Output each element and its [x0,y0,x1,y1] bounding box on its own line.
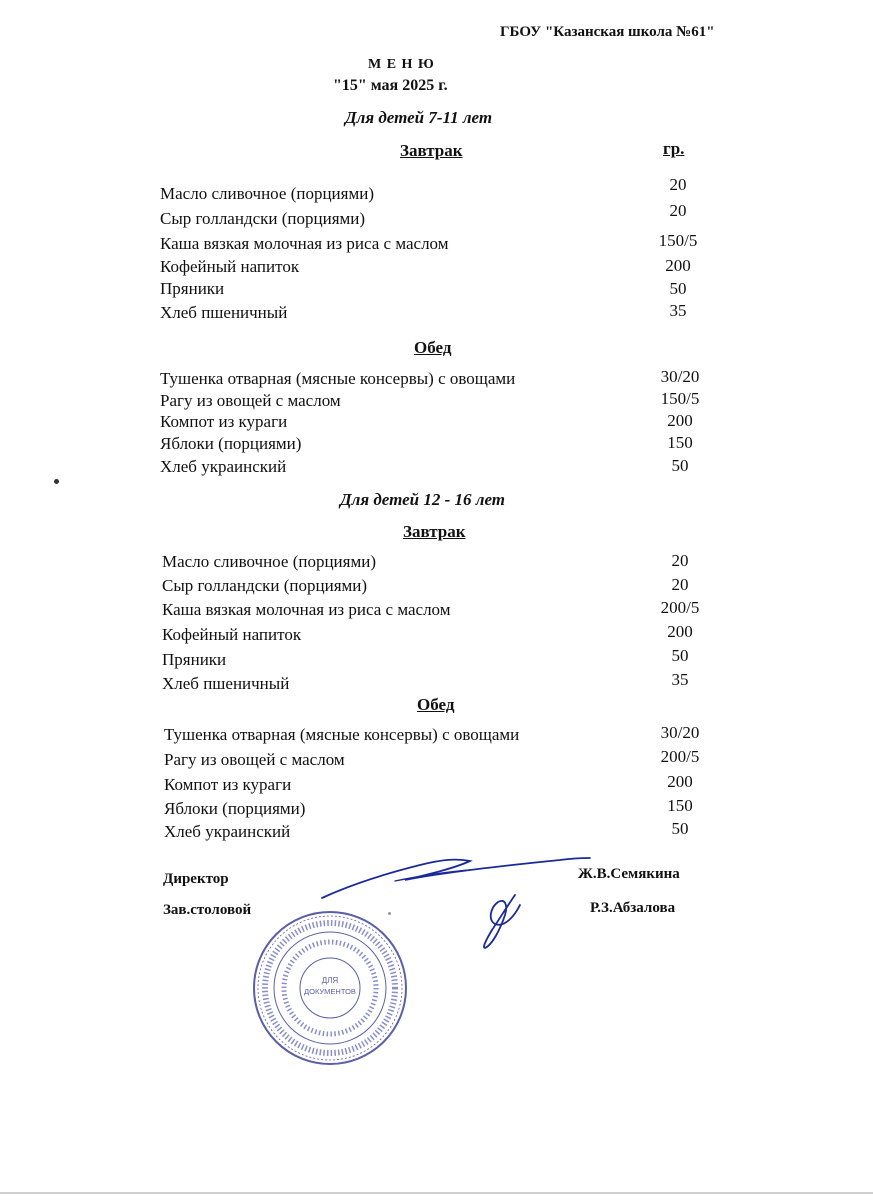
list-item-qty: 30/20 [660,723,700,742]
list-item: Рагу из овощей с маслом [160,391,341,410]
list-item-qty: 20 [669,175,687,194]
list-item: Компот из кураги [164,775,292,794]
round-stamp [250,908,410,1068]
list-item-qty: 200 [667,622,693,641]
list-item: Пряники [160,279,225,298]
list-item: Сыр голландски (порциями) [160,209,366,228]
scan-speck [54,479,59,484]
list-item-qty: 150 [667,433,693,452]
list-item: Хлеб украинский [160,457,287,476]
director-name: Ж.В.Семякина [578,866,680,882]
breakfast-title-12-16: Завтрак [403,522,466,541]
list-item-qty: 200/5 [660,747,700,766]
list-item: Масло сливочное (порциями) [160,184,374,203]
menu-title: М Е Н Ю [368,57,435,72]
list-item: Каша вязкая молочная из риса с маслом [162,600,451,619]
list-item: Каша вязкая молочная из риса с маслом [160,234,449,253]
list-item-qty: 150/5 [660,389,700,408]
list-item: Яблоки (порциями) [160,434,302,453]
list-item-qty: 35 [669,301,687,320]
list-item-qty: 200 [667,411,693,430]
list-item-qty: 150 [667,796,693,815]
scan-edge-line [0,1192,873,1194]
list-item-qty: 20 [671,551,689,570]
list-item-qty: 50 [671,456,689,475]
scan-speck [388,912,391,915]
list-item-qty: 20 [671,575,689,594]
list-item-qty: 200 [665,256,691,275]
list-item: Тушенка отварная (мясные консервы) с овощами [160,369,516,388]
list-item-qty: 50 [671,819,689,838]
menu-date: "15" мая 2025 г. [333,77,448,94]
list-item-qty: 200/5 [660,598,700,617]
stamp-text-line-1: ДЛЯ [321,976,339,985]
group-title-7-11: Для детей 7-11 лет [345,108,493,127]
stamp-text-line-2: ДОКУМЕНТОВ [304,987,356,996]
unit-label: гр. [663,139,685,158]
director-role: Директор [163,871,229,887]
lunch-title-7-11: Обед [414,338,452,357]
list-item: Сыр голландски (порциями) [162,576,368,595]
list-item: Кофейный напиток [160,257,300,276]
list-item: Хлеб украинский [164,822,291,841]
list-item: Масло сливочное (порциями) [162,552,376,571]
lunch-title-12-16: Обед [417,695,455,714]
list-item: Тушенка отварная (мясные консервы) с овощами [164,725,520,744]
list-item-qty: 20 [669,201,687,220]
canteen-role: Зав.столовой [163,902,252,918]
list-item-qty: 30/20 [660,367,700,386]
canteen-name: Р.З.Абзалова [590,900,676,916]
list-item: Хлеб пшеничный [160,303,288,322]
list-item: Пряники [162,650,227,669]
school-name: ГБОУ "Казанская школа №61" [500,24,715,40]
list-item-qty: 50 [671,646,689,665]
group-title-12-16: Для детей 12 - 16 лет [340,490,506,509]
list-item: Хлеб пшеничный [162,674,290,693]
list-item: Кофейный напиток [162,625,302,644]
list-item: Яблоки (порциями) [164,799,306,818]
breakfast-title-7-11: Завтрак [400,141,463,160]
list-item: Рагу из овощей с маслом [164,750,345,769]
list-item: Компот из кураги [160,412,288,431]
list-item-qty: 200 [667,772,693,791]
list-item-qty: 35 [671,670,689,689]
list-item-qty: 150/5 [658,231,698,250]
list-item-qty: 50 [669,279,687,298]
